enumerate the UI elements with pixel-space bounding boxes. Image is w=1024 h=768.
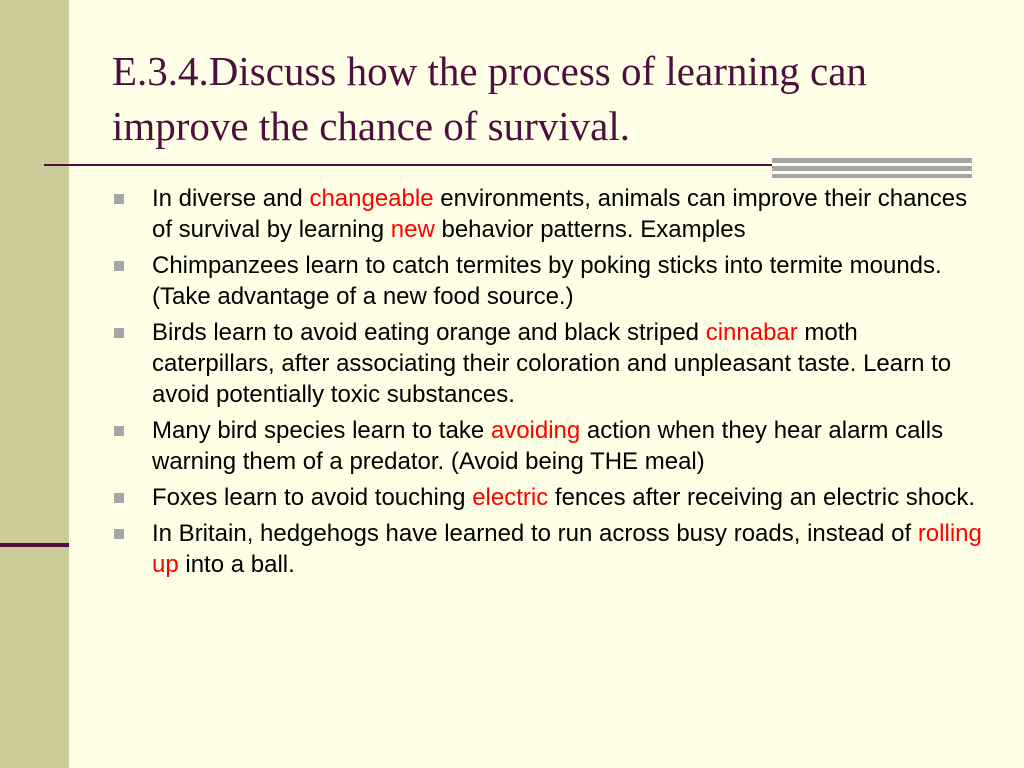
title-divider (44, 164, 772, 166)
highlighted-term: rolling up (152, 520, 982, 578)
highlighted-term: cinnabar (705, 319, 798, 346)
divider-accent-bars (772, 158, 972, 178)
accent-bar (772, 158, 972, 163)
bullet-text: fences after receiving an electric shock. (548, 484, 976, 511)
bullet-text: environments, animals can improve their chances of survival by learning (152, 185, 968, 243)
slide-title: E.3.4.Discuss how the process of learning can improve the chance of survival. (112, 48, 867, 149)
highlighted-term: changeable (309, 185, 434, 212)
bullet-text: action when they hear alarm calls warning them of a predator. (Avoid being THE meal) (152, 417, 944, 475)
bullet-item (114, 317, 984, 410)
bullet-text: Chimpanzees learn to catch termites by poking sticks into termite mounds. (Take advantage of a new food source.) (152, 252, 942, 310)
bullet-text: In Britain, hedgehogs have learned to run across busy roads, instead of (152, 520, 918, 547)
bullet-text: Foxes learn to avoid touching (152, 484, 473, 511)
bullet-text: behavior patterns. Examples (434, 216, 746, 243)
square-bullet-icon (114, 529, 124, 539)
bullet-text: Many bird species learn to take (152, 417, 491, 444)
bullet-text: into a ball. (178, 551, 295, 578)
square-bullet-icon (114, 261, 124, 271)
bullet-list (114, 183, 984, 585)
bullet-item (114, 518, 984, 580)
side-band-marker (0, 543, 69, 547)
bullet-text: moth caterpillars, after associating their coloration and unpleasant taste. Learn to avoid potentially toxic substances. (152, 319, 952, 408)
highlighted-term: electric (472, 484, 549, 511)
bullet-item (114, 250, 984, 312)
bullet-text: Birds learn to avoid eating orange and black striped (152, 319, 706, 346)
square-bullet-icon (114, 328, 124, 338)
highlighted-term: avoiding (490, 417, 581, 444)
side-band (0, 0, 69, 768)
square-bullet-icon (114, 194, 124, 204)
bullet-item (114, 415, 984, 477)
bullet-item (114, 482, 984, 513)
accent-bar (772, 166, 972, 171)
accent-bar (772, 174, 972, 178)
bullet-item (114, 183, 984, 245)
bullet-text: In diverse and (152, 185, 310, 212)
highlighted-term: new (390, 216, 435, 243)
square-bullet-icon (114, 426, 124, 436)
square-bullet-icon (114, 493, 124, 503)
